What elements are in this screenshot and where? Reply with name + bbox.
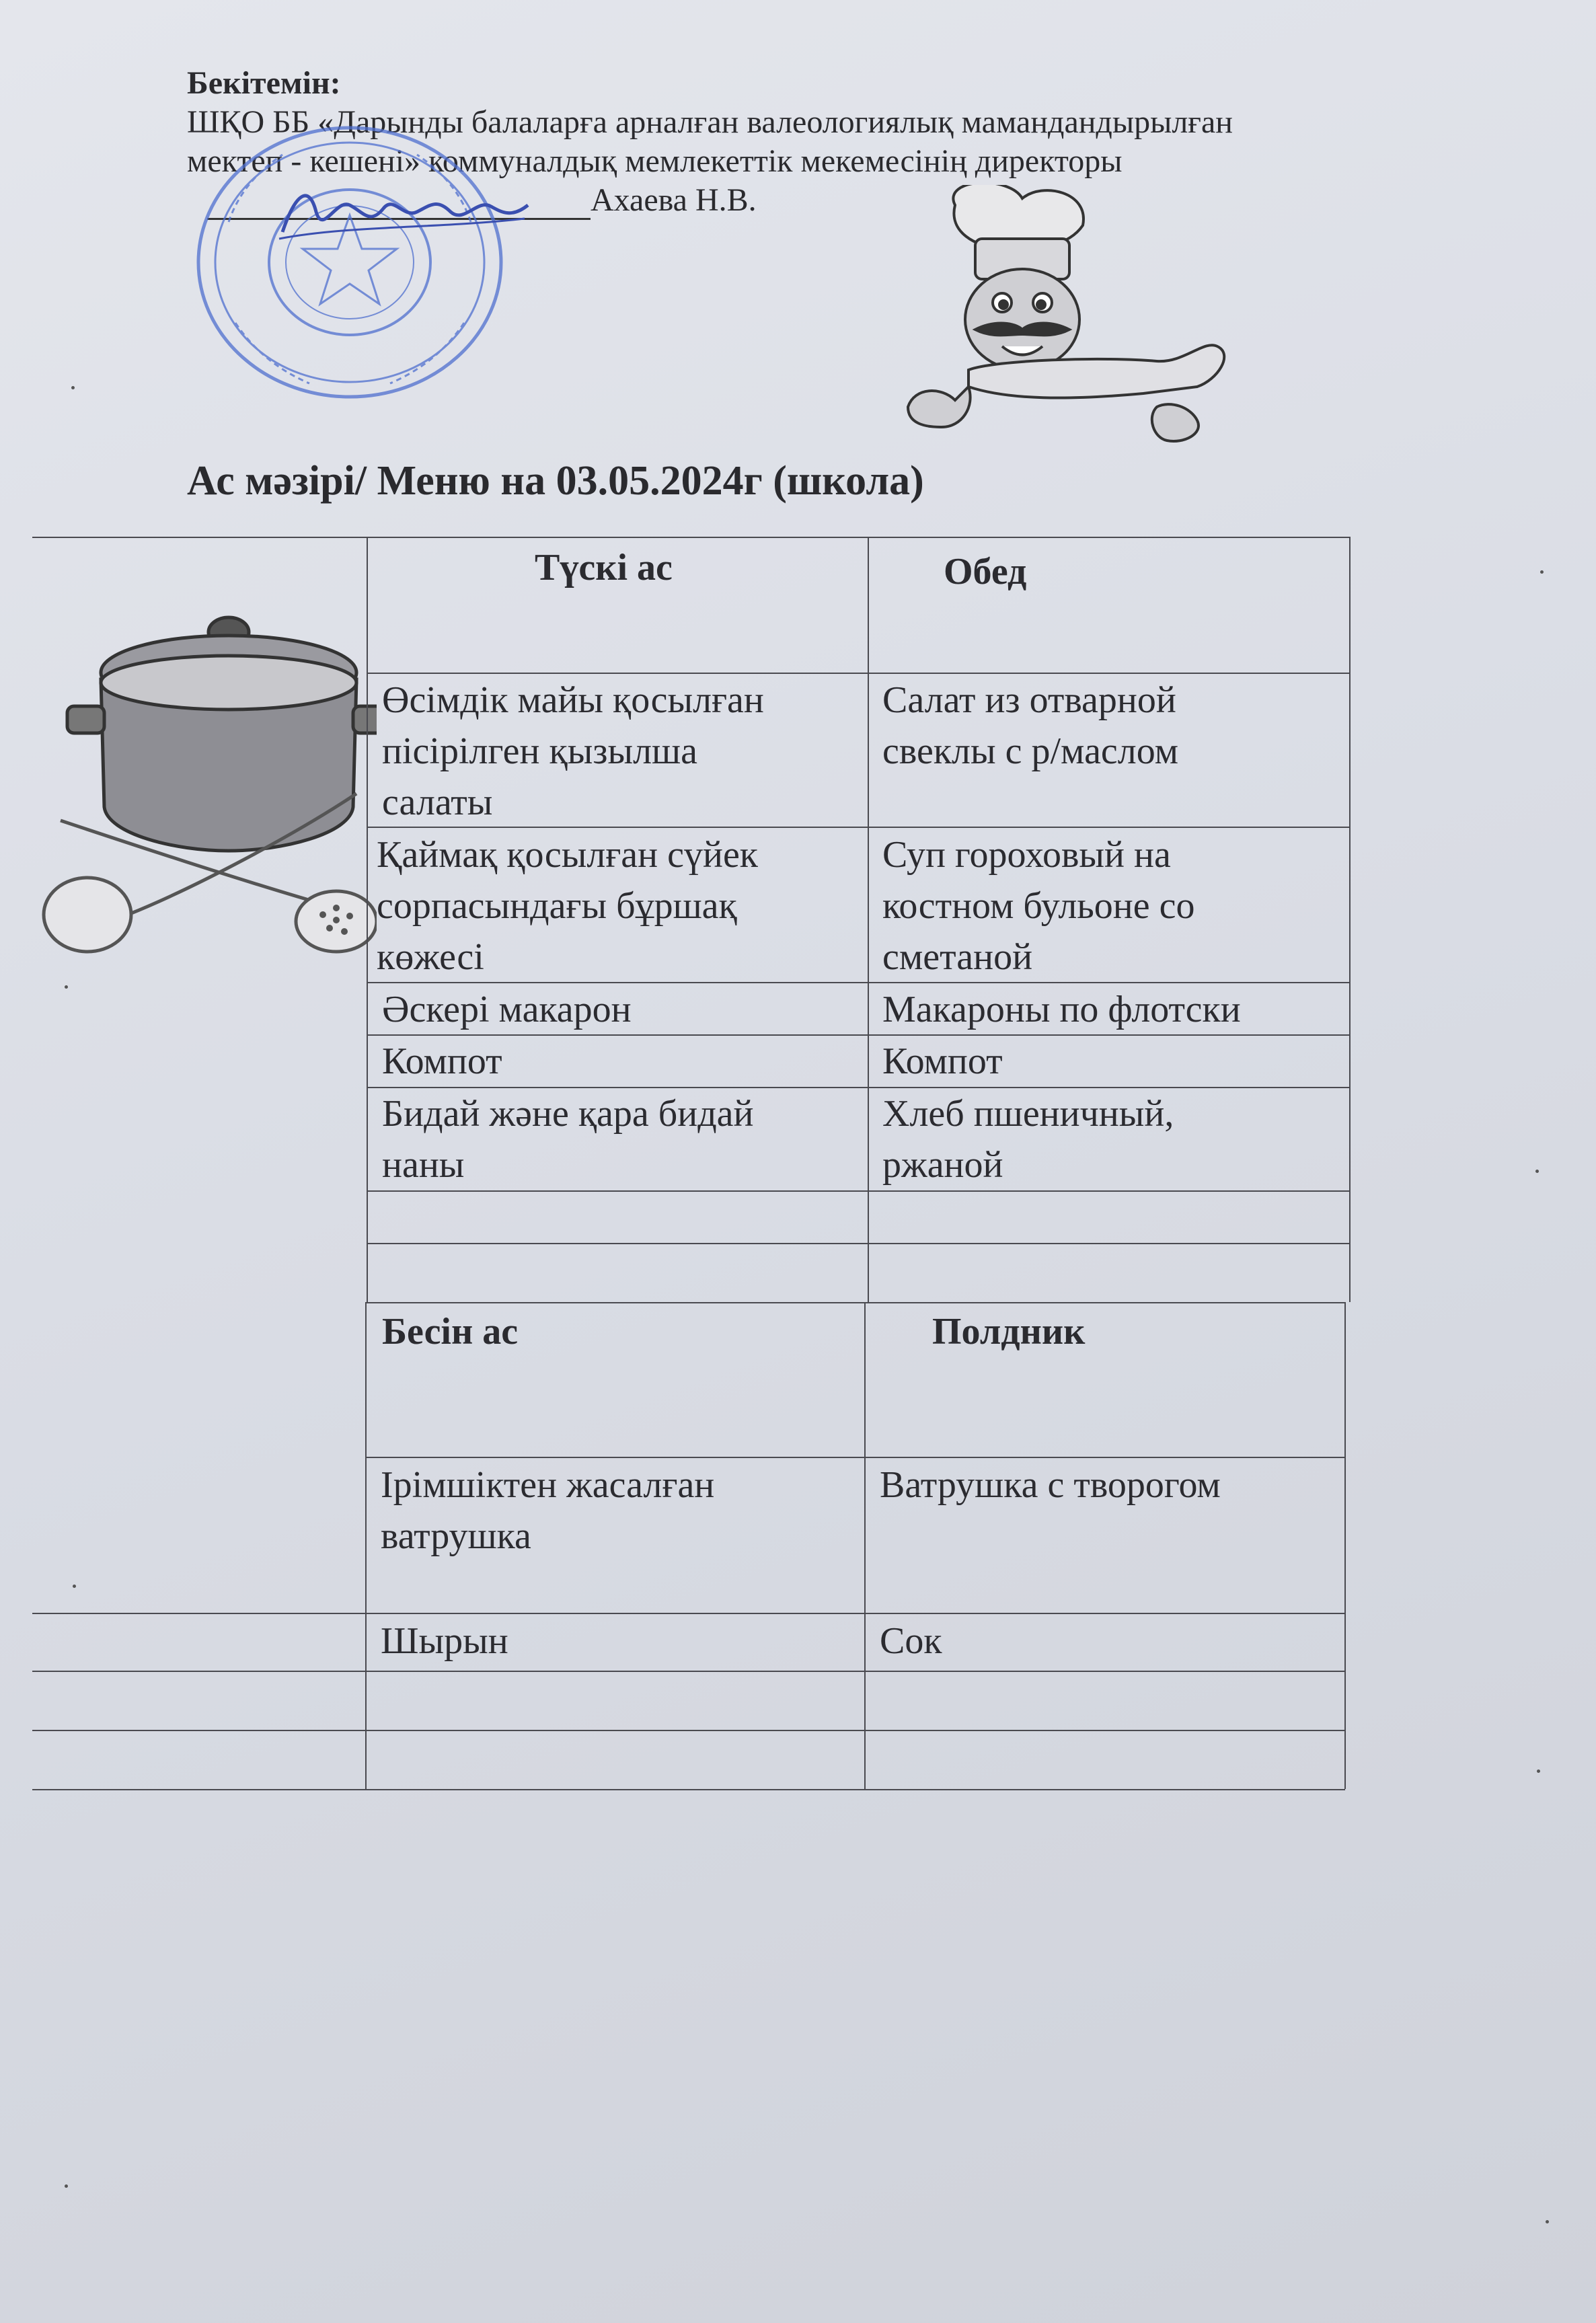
lunch-item-5-ru: Хлеб пшеничный, ржаной [882, 1093, 1174, 1186]
lunch-header-ru: Обед [944, 551, 1027, 593]
director-title-line: мектеп - кешені» коммуналдық мемлекеттік мекемесінің директоры [187, 143, 1123, 179]
paper-speck [1546, 2220, 1549, 2223]
paper-speck [65, 2184, 68, 2188]
lunch-item-2-ru: Суп гороховый на костном бульоне со сметаной [882, 834, 1195, 978]
snack-item-1-kz: Ірімшіктен жасалған ватрушка [381, 1464, 715, 1557]
signer-name: Ахаева Н.В. [591, 182, 757, 218]
paper-speck [65, 985, 68, 989]
director-signature [269, 172, 538, 252]
paper-speck [1537, 1769, 1540, 1773]
lunch-item-1-kz: Өсімдік майы қосылған пісірілген қызылша салаты [382, 679, 764, 823]
lunch-item-2-kz: Қаймақ қосылған сүйек сорпасындағы бұршақ көжесі [377, 834, 758, 978]
snack-item-1-ru: Ватрушка с творогом [880, 1464, 1221, 1506]
official-stamp [188, 121, 511, 404]
snack-item-2-ru: Сок [880, 1620, 942, 1662]
chef-illustration [901, 185, 1251, 447]
lunch-item-1-ru: Салат из отварной свеклы с р/маслом [882, 679, 1179, 772]
snack-header-ru: Полдник [932, 1311, 1086, 1353]
lunch-item-4-kz: Компот [382, 1040, 502, 1082]
paper-speck [73, 1585, 76, 1588]
paper-speck [71, 386, 75, 389]
lunch-header-kz: Түскі ас [535, 547, 673, 588]
approval-label: Бекітемін: [187, 65, 341, 101]
snack-item-2-kz: Шырын [381, 1620, 508, 1662]
school-name-line: ШҚО ББ «Дарынды балаларға арналған валеологиялық мамандандырылған [187, 104, 1233, 140]
lunch-item-4-ru: Компот [882, 1040, 1003, 1082]
snack-header-kz: Бесін ас [382, 1311, 519, 1353]
menu-title: Ас мәзірі/ Меню на 03.05.2024г (школа) [187, 458, 924, 504]
paper-speck [1535, 1170, 1539, 1173]
lunch-item-3-kz: Әскері макарон [382, 989, 632, 1030]
pot-and-ladles-illustration [40, 592, 377, 968]
lunch-item-3-ru: Макароны по флотски [882, 989, 1241, 1030]
lunch-item-5-kz: Бидай және қара бидай наны [382, 1093, 754, 1186]
paper-speck [1540, 570, 1544, 574]
